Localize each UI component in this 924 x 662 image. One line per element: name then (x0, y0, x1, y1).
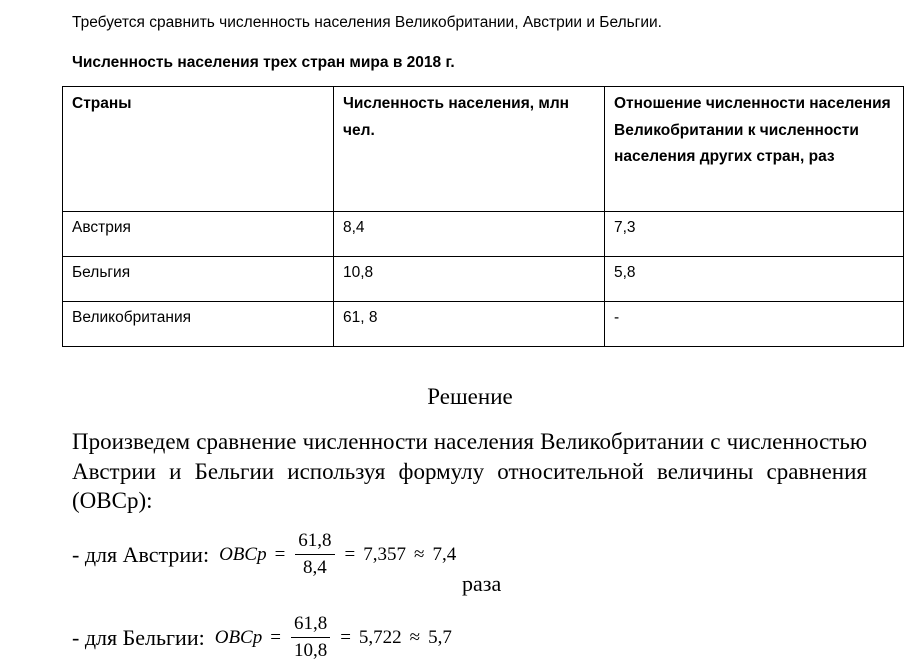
formula-approx: 7,4 (432, 543, 457, 565)
formula-value: 7,357 (363, 543, 407, 565)
solution-heading: Решение (427, 384, 513, 409)
fraction-denominator: 10,8 (293, 640, 328, 661)
table-row (63, 257, 904, 302)
formula-austria (72, 530, 456, 579)
cell-ratio: 5,8 (605, 257, 904, 302)
table-caption: Численность населения трех стран мира в 2018 г. (72, 54, 455, 71)
table-header-row (63, 87, 904, 212)
table-row (63, 212, 904, 257)
population-table (62, 86, 904, 347)
cell-population: 61, 8 (334, 302, 605, 347)
formula-unit: раза (462, 571, 502, 596)
fraction-numerator: 61,8 (291, 613, 330, 638)
approx-sign: ≈ (409, 626, 421, 648)
cell-country: Великобритания (63, 302, 334, 347)
equals-sign: = (340, 626, 351, 648)
equals-sign: = (270, 626, 281, 648)
approx-sign: ≈ (414, 543, 425, 565)
header-population: Численность населения, млн чел. (334, 87, 605, 212)
solution-paragraph: Произведем сравнение численности населения Великобритании с численностью Австрии и Бельгии используя формулу относительной величины сравнения (ОВСр): (72, 429, 867, 513)
intro-text: Требуется сравнить численность населения Великобритании, Австрии и Бельгии. (72, 14, 662, 31)
formula-expression (219, 530, 456, 579)
cell-ratio: 7,3 (605, 212, 904, 257)
formula-value: 5,722 (358, 626, 402, 648)
formula-lead: - для Австрии: (72, 541, 210, 567)
fraction-denominator: 8,4 (303, 557, 327, 578)
formula-variable: OBCp (214, 626, 263, 648)
cell-country: Бельгия (63, 257, 334, 302)
formula-variable: OBCp (219, 543, 267, 565)
cell-ratio: - (605, 302, 904, 347)
cell-country: Австрия (63, 212, 334, 257)
formula-expression (215, 613, 452, 662)
formula-approx: 5,7 (428, 626, 452, 648)
fraction (291, 613, 330, 662)
fraction (295, 530, 334, 579)
cell-population: 8,4 (334, 212, 605, 257)
equals-sign: = (274, 543, 286, 565)
cell-population: 10,8 (334, 257, 605, 302)
header-ratio: Отношение численности населения Великобритании к численности населения других стран, раз (605, 87, 904, 212)
formula-lead: - для Бельгии: (72, 624, 205, 650)
header-countries: Страны (63, 87, 334, 212)
fraction-numerator: 61,8 (295, 530, 334, 555)
formula-belgium (72, 613, 452, 662)
equals-sign: = (344, 543, 356, 565)
table-row (63, 302, 904, 347)
